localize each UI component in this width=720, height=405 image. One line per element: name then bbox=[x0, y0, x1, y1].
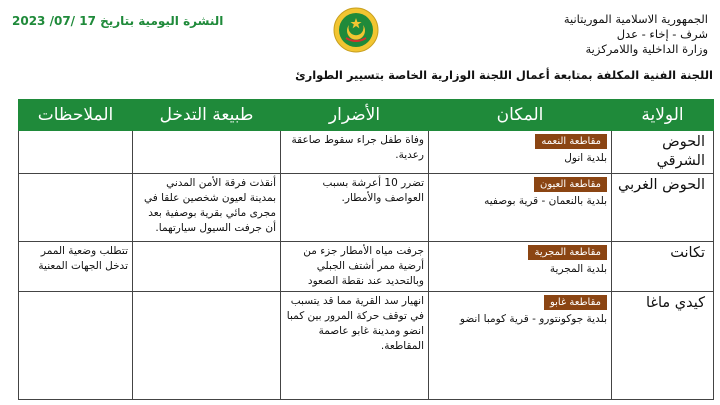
table-row bbox=[19, 131, 714, 174]
national-motto: شرف - إخاء - عدل bbox=[616, 27, 708, 41]
notes-cell bbox=[19, 131, 133, 174]
wilaya-cell: الحوض الغربي bbox=[612, 174, 714, 242]
col-header-notes: الملاحظات bbox=[19, 100, 133, 131]
intervention-cell bbox=[133, 242, 281, 292]
col-header-wilaya: الولاية bbox=[612, 100, 714, 131]
intervention-cell bbox=[133, 292, 281, 400]
intervention-cell bbox=[133, 131, 281, 174]
table-row bbox=[19, 242, 714, 292]
moughataa-badge: مقاطعة العيون bbox=[534, 177, 607, 192]
emergency-report-table bbox=[18, 99, 714, 400]
wilaya-cell: كيدي ماغا bbox=[612, 292, 714, 400]
place-text: بلدية انول bbox=[564, 152, 607, 164]
committee-title: اللجنة الفنية المكلفة بمتابعة أعمال اللجنة الوزارية الخاصة بتسيير الطوارئ bbox=[295, 68, 713, 82]
place-text: بلدية بالنعمان - قرية بوصفيه bbox=[484, 195, 607, 207]
damage-cell: جرفت مياه الأمطار جزء من أرضية ممر أشتف الجبلي وبالتحديد عند نقطة الصعود bbox=[281, 242, 429, 292]
place-cell bbox=[429, 174, 612, 242]
notes-cell bbox=[19, 292, 133, 400]
wilaya-cell: الحوض الشرقي bbox=[612, 131, 714, 174]
place-text: بلدية جوكونتورو - قرية كومبا انضو bbox=[459, 313, 607, 325]
table-row bbox=[19, 292, 714, 400]
place-cell bbox=[429, 131, 612, 174]
place-cell bbox=[429, 242, 612, 292]
moughataa-badge: مقاطعة النعمه bbox=[535, 134, 607, 149]
ministry-header bbox=[564, 12, 708, 57]
place-cell bbox=[429, 292, 612, 400]
table-header-row bbox=[19, 100, 714, 131]
col-header-intervention: طبيعة التدخل bbox=[133, 100, 281, 131]
damage-cell: تضرر 10 أعرشة بسبب العواصف والأمطار. bbox=[281, 174, 429, 242]
ministry-name: وزارة الداخلية واللامركزية bbox=[585, 42, 708, 56]
national-emblem-icon bbox=[332, 6, 380, 54]
intervention-cell: أنقذت فرقة الأمن المدني بمدينة لعيون شخصين علقا في مجرى مائي بقرية بوصفية بعد أن جرفت السيول سيارتهما. bbox=[133, 174, 281, 242]
place-text: بلدية المجرية bbox=[549, 263, 607, 275]
col-header-place: المكان bbox=[429, 100, 612, 131]
country-name: الجمهورية الاسلامية الموريتانية bbox=[563, 12, 708, 26]
notes-cell: تتطلب وضعية الممر تدخل الجهات المعنية bbox=[19, 242, 133, 292]
moughataa-badge: مقاطعة غابو bbox=[544, 295, 607, 310]
moughataa-badge: مقاطعة المجرية bbox=[528, 245, 607, 260]
damage-cell: وفاة طفل جراء سقوط صاعقة رعدية. bbox=[281, 131, 429, 174]
notes-cell bbox=[19, 174, 133, 242]
col-header-damage: الأضرار bbox=[281, 100, 429, 131]
table-row bbox=[19, 174, 714, 242]
damage-cell: انهيار سد القرية مما قد يتسبب في توقف حركة المرور بين كمبا انضو ومدينة غابو عاصمة المقاطعة. bbox=[281, 292, 429, 400]
wilaya-cell: تكانت bbox=[612, 242, 714, 292]
bulletin-date: النشرة اليومية بتاريخ 17 /07/ 2023 bbox=[12, 14, 224, 28]
